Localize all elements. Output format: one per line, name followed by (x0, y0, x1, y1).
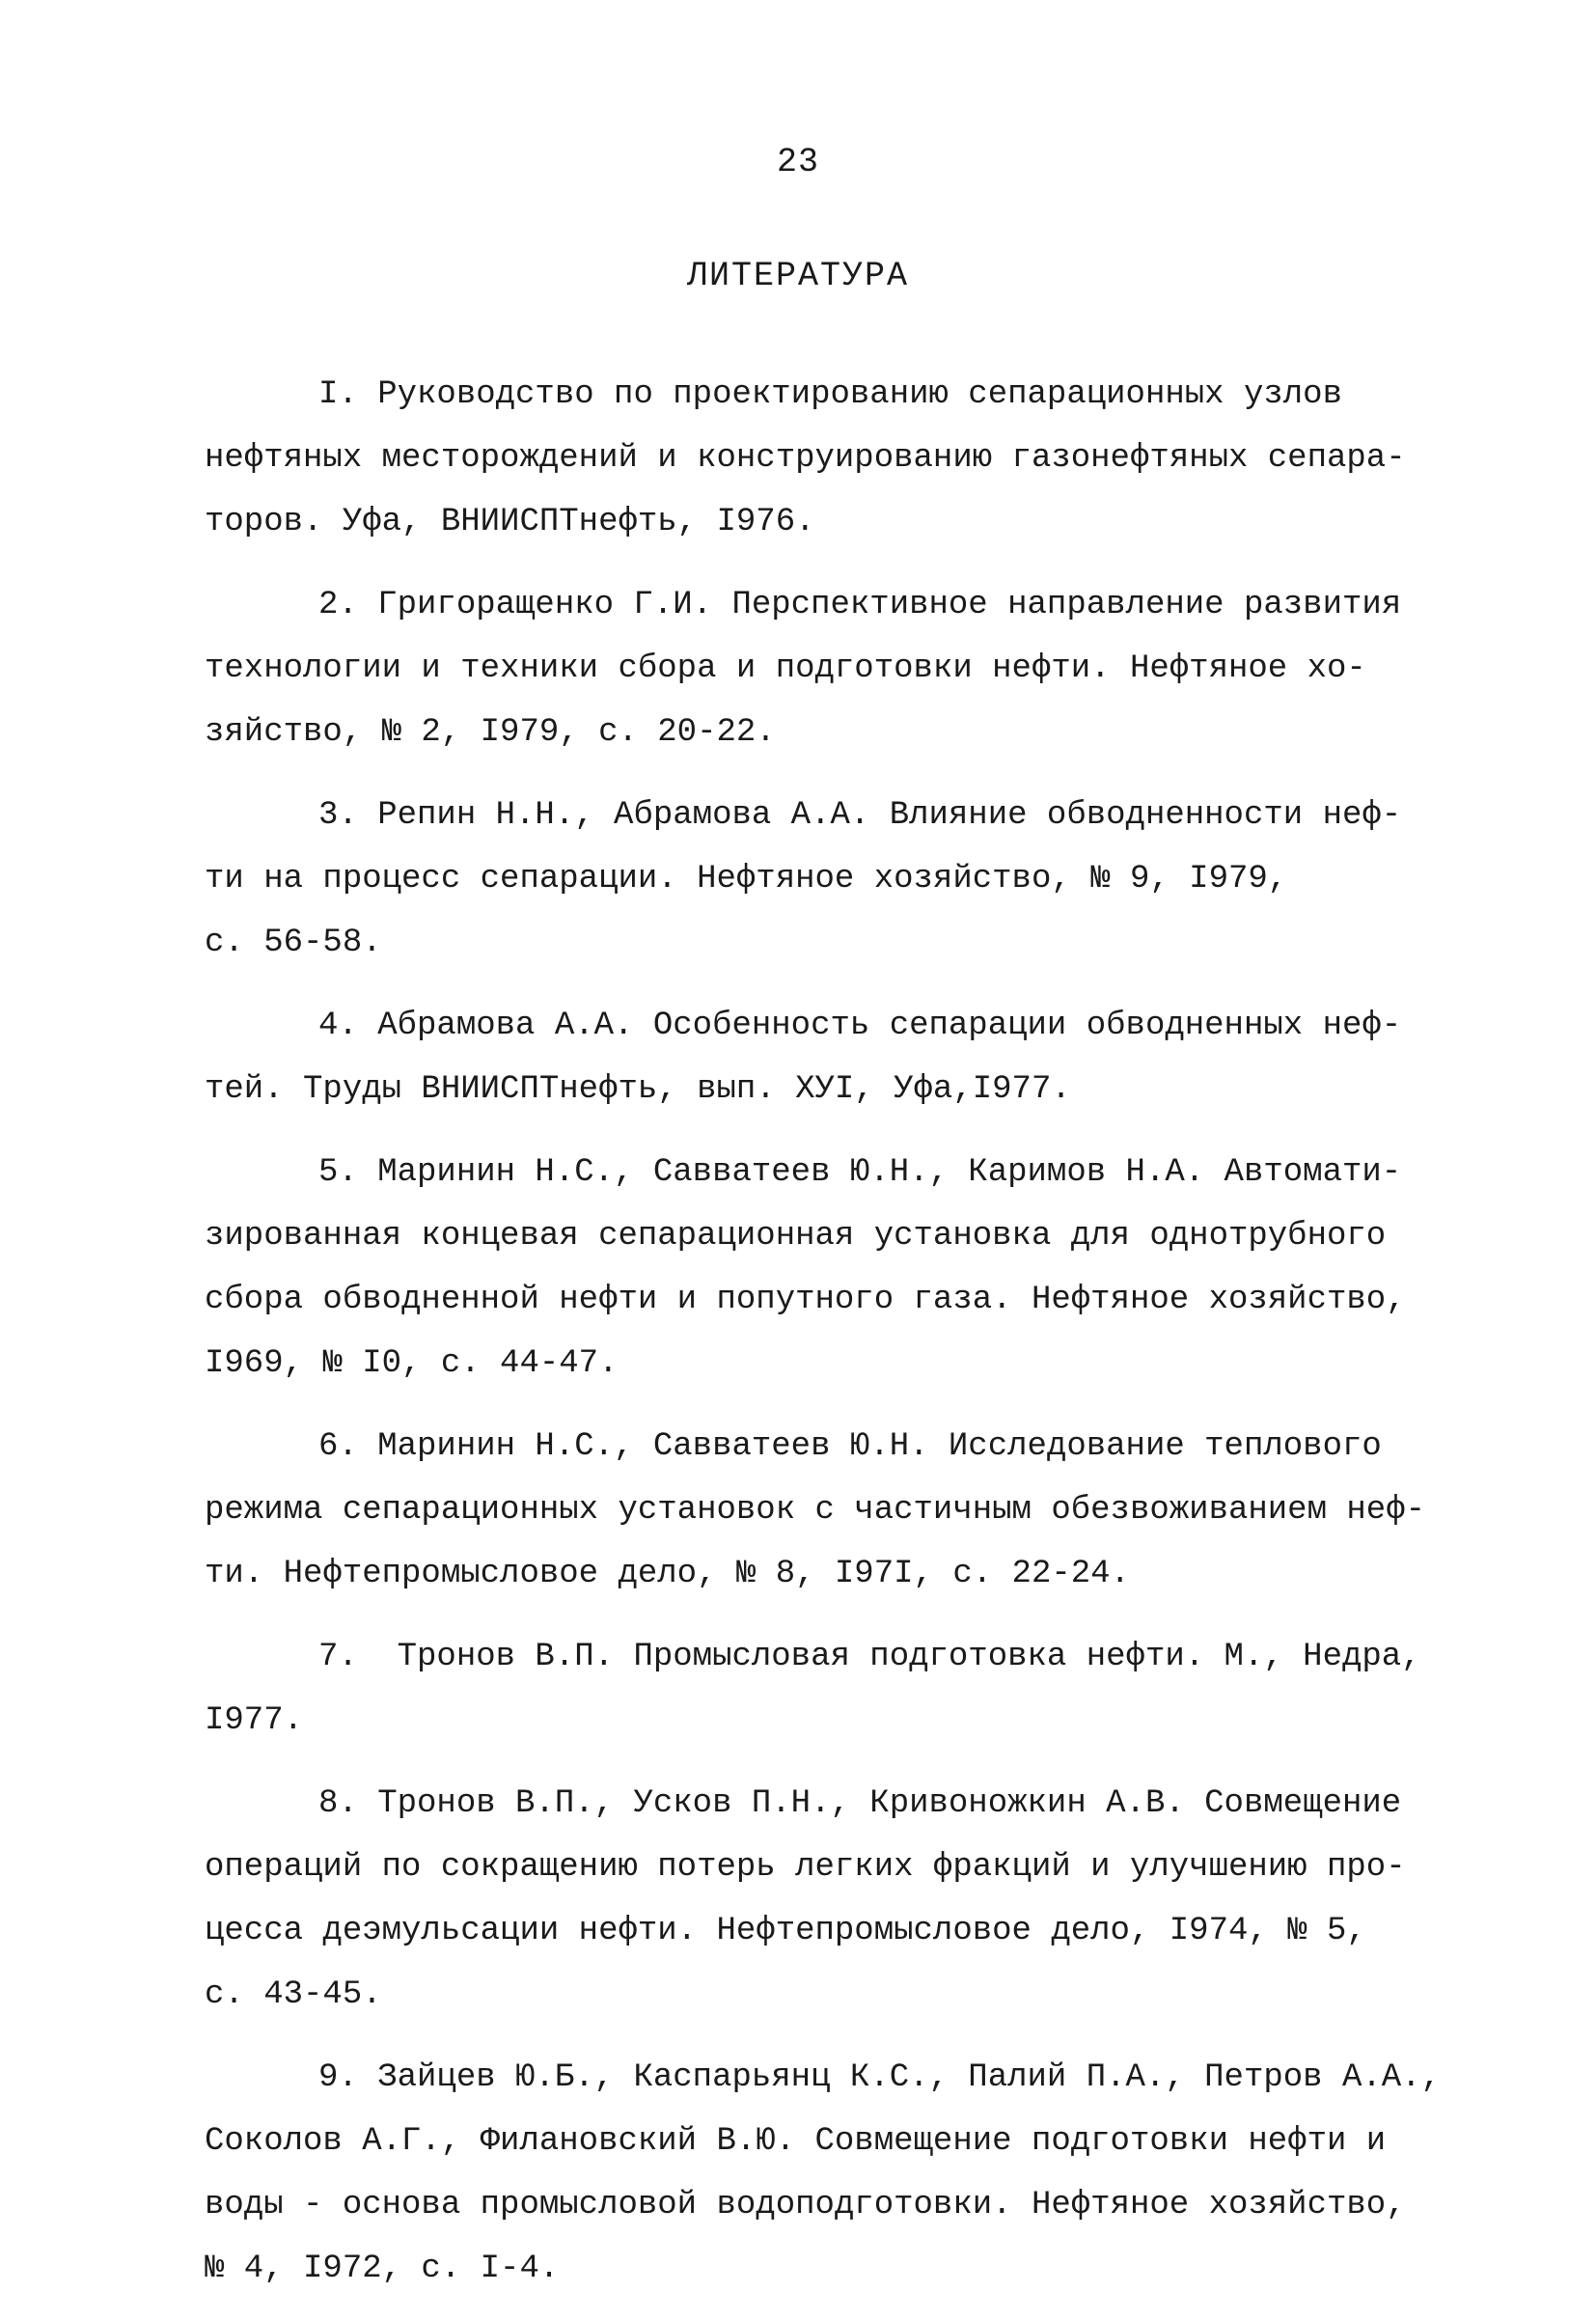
reference-item (205, 2046, 1441, 2301)
reference-line: 2. Григоращенко Г.И. Перспективное направление развития (318, 587, 1402, 623)
reference-item (205, 1772, 1406, 2027)
reference-line: I977. (205, 1702, 304, 1739)
page-title: ЛИТЕРАТУРА (686, 257, 910, 295)
reference-line: ти. Нефтепромысловое дело, № 8, I97I, с. 22-24. (205, 1556, 1130, 1592)
reference-line: 7. Тронов В.П. Промысловая подготовка нефти. М., Недра, (318, 1639, 1421, 1675)
reference-line: 6. Маринин Н.С., Савватеев Ю.Н. Исследование теплового (318, 1428, 1382, 1465)
reference-line: операций по сокращению потерь легких фракций и улучшению про- (205, 1849, 1406, 1886)
page-number: 23 (776, 143, 819, 181)
reference-item (205, 1625, 1421, 1753)
reference-line: с. 43-45. (205, 1976, 382, 2013)
reference-line: нефтяных месторождений и конструированию газонефтяных сепара- (205, 440, 1406, 477)
reference-item (205, 1415, 1426, 1606)
reference-item (205, 994, 1402, 1121)
reference-line: с. 56-58. (205, 925, 382, 961)
reference-line: 5. Маринин Н.С., Савватеев Ю.Н., Каримов Н.А. Автомати- (318, 1154, 1402, 1191)
reference-line: 8. Тронов В.П., Усков П.Н., Кривоножкин А.В. Совмещение (318, 1785, 1402, 1822)
reference-list (205, 363, 1441, 2320)
reference-line: зяйство, № 2, I979, с. 20-22. (205, 714, 776, 751)
reference-line: зированная концевая сепарационная установка для однотрубного (205, 1218, 1387, 1255)
reference-line: 9. Зайцев Ю.Б., Каспарьянц К.С., Палий П.А., Петров А.А., (318, 2059, 1441, 2096)
reference-line: № 4, I972, с. I-4. (205, 2251, 560, 2287)
reference-line: ти на процесс сепарации. Нефтяное хозяйство, № 9, I979, (205, 861, 1288, 898)
reference-line: сбора обводненной нефти и попутного газа. Нефтяное хозяйство, (205, 1282, 1406, 1318)
reference-line: I. Руководство по проектированию сепарационных узлов (318, 376, 1342, 413)
reference-line: цесса деэмульсации нефти. Нефтепромысловое дело, I974, № 5, (205, 1913, 1366, 1949)
reference-line: I969, № I0, с. 44-47. (205, 1345, 619, 1382)
reference-item (205, 784, 1402, 975)
reference-line: тей. Труды ВНИИСПТнефть, вып. ХУI, Уфа,I977. (205, 1071, 1071, 1108)
reference-line: технологии и техники сбора и подготовки нефти. Нефтяное хо- (205, 650, 1366, 687)
reference-line: режима сепарационных установок с частичным обезвоживанием неф- (205, 1492, 1426, 1529)
reference-item (205, 363, 1406, 554)
reference-line: Соколов А.Г., Филановский В.Ю. Совмещение подготовки нефти и (205, 2123, 1387, 2160)
reference-line: 4. Абрамова А.А. Особенность сепарации обводненных неф- (318, 1008, 1402, 1044)
reference-item (205, 573, 1402, 764)
reference-line: воды - основа промысловой водоподготовки. Нефтяное хозяйство, (205, 2187, 1406, 2223)
reference-item (205, 1141, 1406, 1395)
reference-line: торов. Уфа, ВНИИСПТнефть, I976. (205, 504, 815, 540)
reference-line: 3. Репин Н.Н., Абрамова А.А. Влияние обводненности неф- (318, 797, 1402, 834)
